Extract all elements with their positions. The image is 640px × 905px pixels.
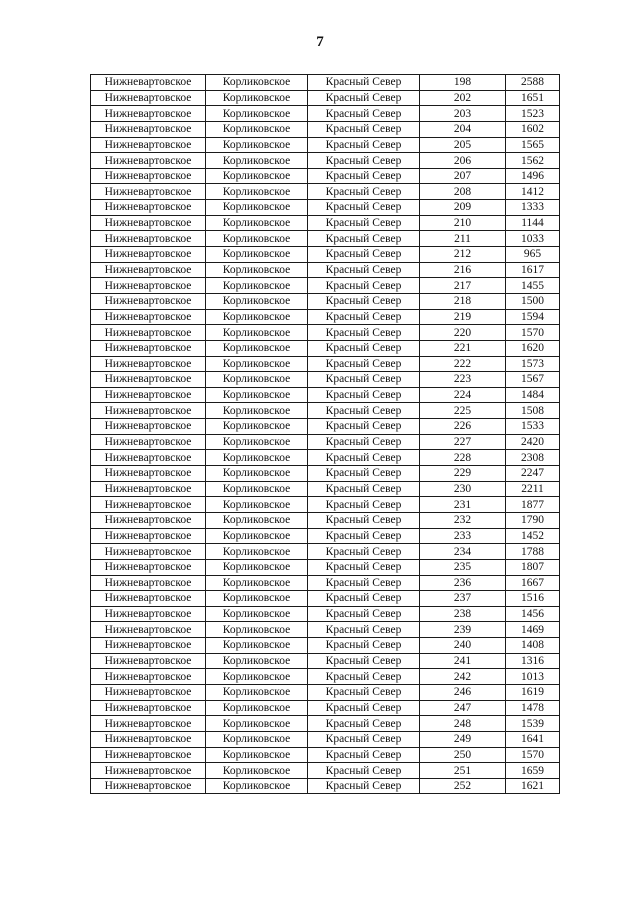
field-name-cell: Красный Север [308,481,420,497]
table-row [91,387,560,403]
value-cell: 1316 [506,653,560,669]
well-number-cell: 240 [420,638,506,654]
value-cell: 1523 [506,106,560,122]
field-name-cell: Красный Север [308,434,420,450]
well-number-cell: 207 [420,168,506,184]
well-number-cell: 216 [420,262,506,278]
well-number-cell: 224 [420,387,506,403]
deposit-name-cell: Нижневартовское [91,153,206,169]
license-area-cell: Корликовское [206,247,308,263]
field-name-cell: Красный Север [308,747,420,763]
value-cell: 1790 [506,512,560,528]
deposit-name-cell: Нижневартовское [91,591,206,607]
deposit-name-cell: Нижневартовское [91,184,206,200]
value-cell: 1412 [506,184,560,200]
license-area-cell: Корликовское [206,231,308,247]
deposit-name-cell: Нижневартовское [91,763,206,779]
deposit-name-cell: Нижневартовское [91,466,206,482]
value-cell: 1620 [506,340,560,356]
license-area-cell: Корликовское [206,184,308,200]
well-number-cell: 246 [420,684,506,700]
well-number-cell: 220 [420,325,506,341]
license-area-cell: Корликовское [206,325,308,341]
well-number-cell: 221 [420,340,506,356]
field-name-cell: Красный Север [308,763,420,779]
well-number-cell: 227 [420,434,506,450]
value-cell: 1408 [506,638,560,654]
well-number-cell: 235 [420,559,506,575]
value-cell: 1602 [506,121,560,137]
table-body [91,75,560,794]
table-row [91,184,560,200]
value-cell: 2308 [506,450,560,466]
table-row [91,497,560,513]
table-row [91,247,560,263]
license-area-cell: Корликовское [206,90,308,106]
deposit-name-cell: Нижневартовское [91,231,206,247]
license-area-cell: Корликовское [206,512,308,528]
deposit-name-cell: Нижневартовское [91,356,206,372]
field-name-cell: Красный Север [308,731,420,747]
well-number-cell: 218 [420,293,506,309]
deposit-name-cell: Нижневартовское [91,700,206,716]
field-name-cell: Красный Север [308,325,420,341]
license-area-cell: Корликовское [206,575,308,591]
table-row [91,75,560,91]
well-number-cell: 231 [420,497,506,513]
deposit-name-cell: Нижневартовское [91,403,206,419]
value-cell: 1573 [506,356,560,372]
value-cell: 1617 [506,262,560,278]
license-area-cell: Корликовское [206,387,308,403]
deposit-name-cell: Нижневартовское [91,512,206,528]
well-number-cell: 237 [420,591,506,607]
value-cell: 1788 [506,544,560,560]
value-cell: 965 [506,247,560,263]
table-row [91,450,560,466]
table-row [91,512,560,528]
value-cell: 1594 [506,309,560,325]
value-cell: 1333 [506,200,560,216]
well-number-cell: 252 [420,778,506,794]
well-number-cell: 223 [420,372,506,388]
value-cell: 1452 [506,528,560,544]
field-name-cell: Красный Север [308,231,420,247]
well-number-cell: 247 [420,700,506,716]
field-name-cell: Красный Север [308,75,420,91]
table-row [91,309,560,325]
deposit-name-cell: Нижневартовское [91,434,206,450]
license-area-cell: Корликовское [206,716,308,732]
license-area-cell: Корликовское [206,403,308,419]
field-name-cell: Красный Север [308,309,420,325]
field-name-cell: Красный Север [308,638,420,654]
value-cell: 1807 [506,559,560,575]
value-cell: 1621 [506,778,560,794]
field-name-cell: Красный Север [308,293,420,309]
well-number-cell: 217 [420,278,506,294]
deposit-name-cell: Нижневартовское [91,481,206,497]
license-area-cell: Корликовское [206,106,308,122]
deposit-name-cell: Нижневартовское [91,137,206,153]
field-name-cell: Красный Север [308,669,420,685]
value-cell: 1562 [506,153,560,169]
table-row [91,278,560,294]
deposit-name-cell: Нижневартовское [91,200,206,216]
table-row [91,466,560,482]
field-name-cell: Красный Север [308,184,420,200]
deposit-name-cell: Нижневартовское [91,497,206,513]
deposit-name-cell: Нижневартовское [91,387,206,403]
well-number-cell: 211 [420,231,506,247]
license-area-cell: Корликовское [206,75,308,91]
well-number-cell: 225 [420,403,506,419]
well-number-cell: 228 [420,450,506,466]
deposit-name-cell: Нижневартовское [91,638,206,654]
field-name-cell: Красный Север [308,278,420,294]
table-row [91,356,560,372]
table-row [91,215,560,231]
well-number-cell: 238 [420,606,506,622]
license-area-cell: Корликовское [206,747,308,763]
field-name-cell: Красный Север [308,606,420,622]
field-name-cell: Красный Север [308,591,420,607]
table-row [91,559,560,575]
license-area-cell: Корликовское [206,200,308,216]
well-number-cell: 226 [420,419,506,435]
deposit-name-cell: Нижневартовское [91,653,206,669]
value-cell: 1567 [506,372,560,388]
field-name-cell: Красный Север [308,653,420,669]
value-cell: 1456 [506,606,560,622]
deposit-name-cell: Нижневартовское [91,575,206,591]
well-number-cell: 202 [420,90,506,106]
well-number-cell: 251 [420,763,506,779]
well-number-cell: 205 [420,137,506,153]
value-cell: 1500 [506,293,560,309]
deposit-name-cell: Нижневартовское [91,309,206,325]
page-number: 7 [316,34,324,50]
table-row [91,137,560,153]
table-row [91,419,560,435]
well-number-cell: 219 [420,309,506,325]
license-area-cell: Корликовское [206,466,308,482]
license-area-cell: Корликовское [206,262,308,278]
table-row [91,700,560,716]
well-number-cell: 209 [420,200,506,216]
license-area-cell: Корликовское [206,700,308,716]
value-cell: 1641 [506,731,560,747]
value-cell: 1659 [506,763,560,779]
table-row [91,325,560,341]
table-row [91,763,560,779]
deposit-name-cell: Нижневартовское [91,215,206,231]
license-area-cell: Корликовское [206,153,308,169]
field-name-cell: Красный Север [308,716,420,732]
deposit-name-cell: Нижневартовское [91,121,206,137]
table-row [91,481,560,497]
value-cell: 2588 [506,75,560,91]
license-area-cell: Корликовское [206,559,308,575]
well-number-cell: 204 [420,121,506,137]
field-name-cell: Красный Север [308,403,420,419]
table-row [91,731,560,747]
license-area-cell: Корликовское [206,121,308,137]
value-cell: 1455 [506,278,560,294]
table-row [91,168,560,184]
well-number-cell: 248 [420,716,506,732]
deposit-name-cell: Нижневартовское [91,419,206,435]
license-area-cell: Корликовское [206,497,308,513]
deposit-name-cell: Нижневартовское [91,606,206,622]
deposit-name-cell: Нижневартовское [91,684,206,700]
field-name-cell: Красный Север [308,512,420,528]
field-name-cell: Красный Север [308,121,420,137]
well-number-cell: 210 [420,215,506,231]
deposit-name-cell: Нижневартовское [91,559,206,575]
table-row [91,653,560,669]
field-name-cell: Красный Север [308,450,420,466]
table-row [91,622,560,638]
license-area-cell: Корликовское [206,309,308,325]
field-name-cell: Красный Север [308,137,420,153]
table-row [91,106,560,122]
field-name-cell: Красный Север [308,372,420,388]
deposit-name-cell: Нижневартовское [91,247,206,263]
license-area-cell: Корликовское [206,606,308,622]
table-row [91,293,560,309]
license-area-cell: Корликовское [206,684,308,700]
table-row [91,606,560,622]
value-cell: 1144 [506,215,560,231]
deposit-name-cell: Нижневартовское [91,622,206,638]
field-name-cell: Красный Север [308,340,420,356]
deposit-name-cell: Нижневартовское [91,372,206,388]
deposit-name-cell: Нижневартовское [91,75,206,91]
well-number-cell: 239 [420,622,506,638]
field-name-cell: Красный Север [308,528,420,544]
table-row [91,575,560,591]
value-cell: 1667 [506,575,560,591]
license-area-cell: Корликовское [206,622,308,638]
deposit-name-cell: Нижневартовское [91,106,206,122]
field-name-cell: Красный Север [308,700,420,716]
table-row [91,121,560,137]
field-name-cell: Красный Север [308,544,420,560]
license-area-cell: Корликовское [206,481,308,497]
table-row [91,669,560,685]
table-row [91,200,560,216]
license-area-cell: Корликовское [206,591,308,607]
deposit-name-cell: Нижневартовское [91,747,206,763]
table-row [91,262,560,278]
table-row [91,716,560,732]
value-cell: 2211 [506,481,560,497]
deposit-name-cell: Нижневартовское [91,669,206,685]
license-area-cell: Корликовское [206,778,308,794]
deposit-name-cell: Нижневартовское [91,340,206,356]
well-number-cell: 233 [420,528,506,544]
well-number-cell: 206 [420,153,506,169]
well-number-cell: 203 [420,106,506,122]
value-cell: 1033 [506,231,560,247]
field-name-cell: Красный Север [308,262,420,278]
well-number-cell: 208 [420,184,506,200]
field-name-cell: Красный Север [308,356,420,372]
deposit-name-cell: Нижневартовское [91,544,206,560]
well-number-cell: 249 [420,731,506,747]
deposit-name-cell: Нижневартовское [91,731,206,747]
value-cell: 2247 [506,466,560,482]
license-area-cell: Корликовское [206,450,308,466]
field-name-cell: Красный Север [308,684,420,700]
license-area-cell: Корликовское [206,293,308,309]
value-cell: 1570 [506,325,560,341]
deposit-name-cell: Нижневартовское [91,325,206,341]
value-cell: 1877 [506,497,560,513]
field-name-cell: Красный Север [308,466,420,482]
field-name-cell: Красный Север [308,106,420,122]
value-cell: 1516 [506,591,560,607]
deposit-name-cell: Нижневартовское [91,528,206,544]
value-cell: 1539 [506,716,560,732]
well-number-cell: 229 [420,466,506,482]
table-row [91,684,560,700]
field-name-cell: Красный Север [308,200,420,216]
license-area-cell: Корликовское [206,638,308,654]
table-row [91,434,560,450]
field-name-cell: Красный Север [308,215,420,231]
value-cell: 1533 [506,419,560,435]
table-row [91,231,560,247]
license-area-cell: Корликовское [206,419,308,435]
deposit-name-cell: Нижневартовское [91,90,206,106]
field-name-cell: Красный Север [308,575,420,591]
table-row [91,90,560,106]
table-row [91,528,560,544]
license-area-cell: Корликовское [206,669,308,685]
field-name-cell: Красный Север [308,247,420,263]
well-number-cell: 212 [420,247,506,263]
deposit-name-cell: Нижневартовское [91,278,206,294]
table-row [91,544,560,560]
license-area-cell: Корликовское [206,137,308,153]
field-name-cell: Красный Север [308,778,420,794]
license-area-cell: Корликовское [206,653,308,669]
value-cell: 1496 [506,168,560,184]
license-area-cell: Корликовское [206,372,308,388]
license-area-cell: Корликовское [206,763,308,779]
value-cell: 1508 [506,403,560,419]
field-name-cell: Красный Север [308,153,420,169]
license-area-cell: Корликовское [206,215,308,231]
well-number-cell: 250 [420,747,506,763]
table-row [91,591,560,607]
value-cell: 1565 [506,137,560,153]
field-name-cell: Красный Север [308,419,420,435]
table-row [91,153,560,169]
value-cell: 1013 [506,669,560,685]
well-number-cell: 241 [420,653,506,669]
field-name-cell: Красный Север [308,497,420,513]
value-cell: 1619 [506,684,560,700]
table-row [91,747,560,763]
deposit-name-cell: Нижневартовское [91,778,206,794]
well-number-cell: 222 [420,356,506,372]
license-area-cell: Корликовское [206,544,308,560]
well-number-cell: 230 [420,481,506,497]
license-area-cell: Корликовское [206,278,308,294]
license-area-cell: Корликовское [206,356,308,372]
value-cell: 1469 [506,622,560,638]
table-row [91,340,560,356]
deposit-name-cell: Нижневартовское [91,716,206,732]
field-name-cell: Красный Север [308,559,420,575]
license-area-table [90,74,560,794]
field-name-cell: Красный Север [308,622,420,638]
well-number-cell: 236 [420,575,506,591]
well-number-cell: 232 [420,512,506,528]
field-name-cell: Красный Север [308,387,420,403]
well-number-cell: 198 [420,75,506,91]
license-area-cell: Корликовское [206,731,308,747]
table-row [91,778,560,794]
license-area-cell: Корликовское [206,434,308,450]
value-cell: 1651 [506,90,560,106]
value-cell: 1484 [506,387,560,403]
well-number-cell: 234 [420,544,506,560]
deposit-name-cell: Нижневартовское [91,293,206,309]
well-number-cell: 242 [420,669,506,685]
field-name-cell: Красный Север [308,168,420,184]
deposit-name-cell: Нижневартовское [91,450,206,466]
table-row [91,403,560,419]
license-area-cell: Корликовское [206,528,308,544]
value-cell: 1570 [506,747,560,763]
table-row [91,372,560,388]
table-row [91,638,560,654]
license-area-cell: Корликовское [206,340,308,356]
field-name-cell: Красный Север [308,90,420,106]
license-area-cell: Корликовское [206,168,308,184]
value-cell: 2420 [506,434,560,450]
deposit-name-cell: Нижневартовское [91,262,206,278]
value-cell: 1478 [506,700,560,716]
deposit-name-cell: Нижневартовское [91,168,206,184]
